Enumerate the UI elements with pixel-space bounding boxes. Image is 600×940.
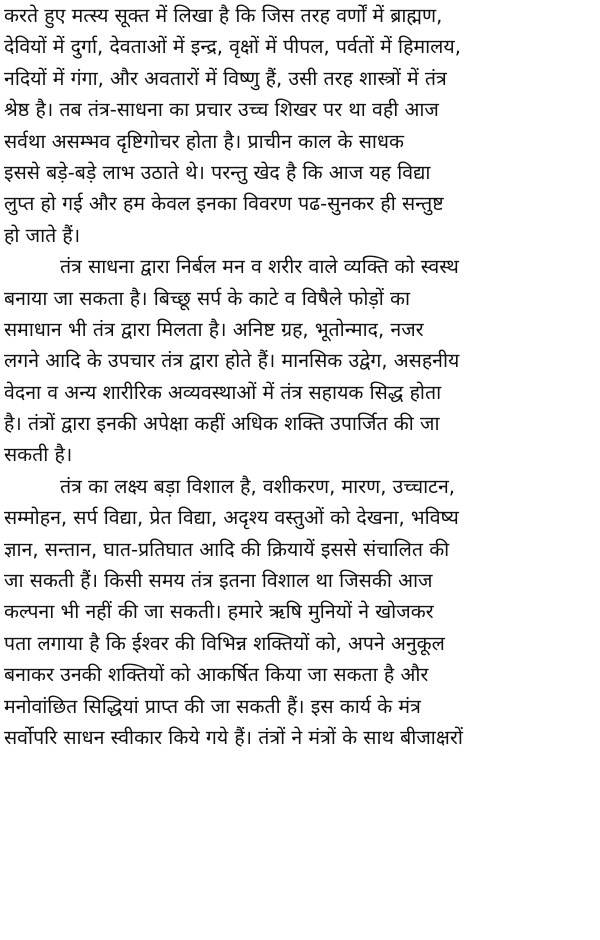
- text-line: इससे बड़े-बड़े लाभ उठाते थे। परन्तु खेद है कि आज यह विद्या: [4, 160, 431, 184]
- text-line: तंत्र का लक्ष्य बड़ा विशाल है, वशीकरण, मारण, उच्चाटन,: [60, 474, 456, 498]
- text-line: वेदना व अन्य शारीरिक अव्यवस्थाओं में तंत्र सहायक सिद्ध होता: [4, 380, 442, 404]
- paragraph-2: [4, 251, 596, 471]
- text-line: मनोवांछित सिद्धियां प्राप्त की जा सकती हैं। इस कार्य के मंत्र: [4, 694, 421, 718]
- text-line: पता लगाया है कि ईश्वर की विभिन्न शक्तियों को, अपने अनुकूल: [4, 631, 445, 655]
- text-line: करते हुए मत्स्य सूक्त में लिखा है कि जिस तरह वर्णों में ब्राह्मण,: [4, 4, 443, 27]
- text-line: देवियों में दुर्गा, देवताओं में इन्द्र, वृक्षों में पीपल, पर्वतों में हिमालय,: [4, 35, 461, 59]
- text-line: बनाया जा सकता है। बिच्छू सर्प के काटे व विषैले फोड़ों का: [4, 286, 411, 310]
- text-line: सकती है।: [4, 443, 73, 467]
- text-line: सर्वथा असम्भव दृष्टिगोचर होता है। प्राचीन काल के साधक: [4, 129, 404, 153]
- text-line: तंत्र साधना द्वारा निर्बल मन व शरीर वाले व्यक्ति को स्वस्थ: [60, 255, 459, 279]
- text-line: सम्मोहन, सर्प विद्या, प्रेत विद्या, अदृश्य वस्तुओं को देखना, भविष्य: [4, 506, 459, 530]
- text-line: जा सकती हैं। किसी समय तंत्र इतना विशाल था जिसकी आज: [4, 569, 433, 593]
- text-line: सर्वोपरि साधन स्वीकार किये गये हैं। तंत्रों ने मंत्रों के साथ बीजाक्षरों: [4, 725, 463, 749]
- paragraph-3: [4, 471, 596, 754]
- text-line: ज्ञान, सन्तान, घात-प्रतिघात आदि की क्रियायें इससे संचालित की: [4, 537, 450, 561]
- text-line: हो जाते हैं।: [4, 223, 81, 247]
- text-line: लगने आदि के उपचार तंत्र द्वारा होते हैं। मानसिक उद्वेग, असहनीय: [4, 349, 460, 373]
- text-line: है। तंत्रों द्वारा इनकी अपेक्षा कहीं अधिक शक्ति उपार्जित की जा: [4, 412, 440, 436]
- text-line: समाधान भी तंत्र द्वारा मिलता है। अनिष्ट ग्रह, भूतोन्माद, नजर: [4, 317, 424, 341]
- text-line: बनाकर उनकी शक्तियों को आकर्षित किया जा सकता है और: [4, 663, 429, 687]
- paragraph-1: [4, 0, 596, 251]
- text-line: कल्पना भी नहीं की जा सकती। हमारे ऋषि मुनियों ने खोजकर: [4, 600, 434, 624]
- text-line: नदियों में गंगा, और अवतारों में विष्णु हैं, उसी तरह शास्त्रों में तंत्र: [4, 66, 447, 90]
- text-line: श्रेष्ठ है। तब तंत्र-साधना का प्रचार उच्च शिखर पर था वही आज: [4, 98, 439, 122]
- text-line: लुप्त हो गई और हम केवल इनका विवरण पढ-सुनकर ही सन्तुष्ट: [4, 192, 444, 216]
